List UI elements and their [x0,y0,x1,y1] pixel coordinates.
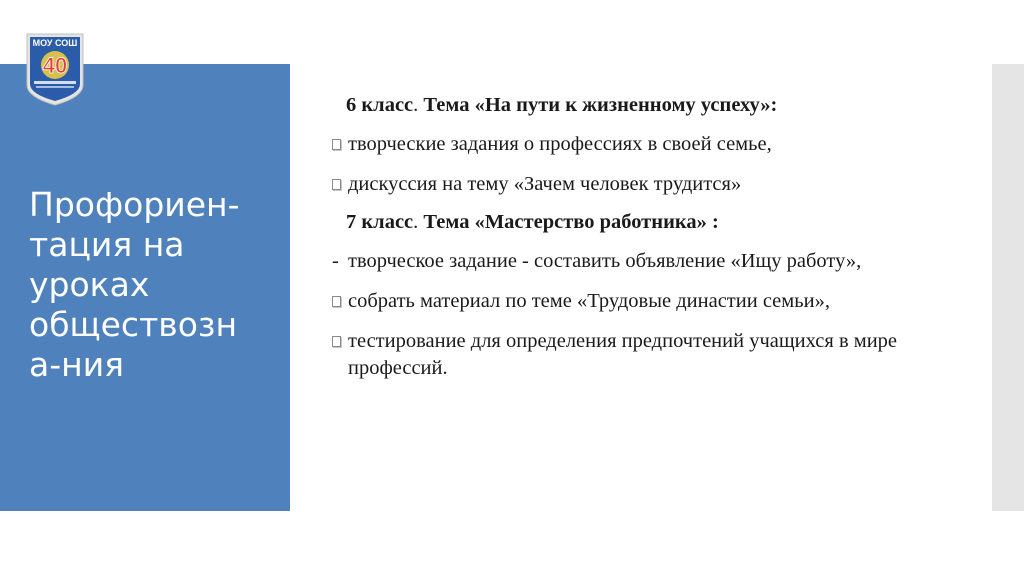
list-item [332,131,982,158]
list-item-text: творческое задание - составить объявление «Ищу работу», [348,250,862,272]
grade6-topic: Тема «На пути к жизненному успеху»: [418,94,778,116]
list-item [332,171,982,198]
grade7-heading [332,209,982,236]
list-item [332,328,982,382]
bullet-box-icon [332,171,348,198]
grade7-dot: . [413,211,419,233]
grade7-label: 7 класс [346,211,414,233]
bullet-box-icon [332,288,348,315]
bullet-box-icon [332,131,348,158]
bullet-box-icon [332,328,348,382]
list-item-text: тестирование для определения предпочтений учащихся в мире профессий. [348,330,898,379]
list-item [332,288,982,315]
list-item [332,248,982,275]
grade6-heading [332,92,982,119]
grade7-topic: Тема «Мастерство работника» : [418,211,719,233]
list-item-text: собрать материал по теме «Трудовые династии семьи», [348,290,830,312]
school-logo-icon [24,31,86,107]
list-item-text: дискуссия на тему «Зачем человек трудится» [348,173,742,195]
logo-number-text: 40 [42,53,68,78]
grade6-dot: . [413,94,419,116]
bullet-dash: - [332,250,339,272]
content-area [332,92,982,395]
slide-title: Профориен- тация на уроках обществозн а-ния [29,185,240,384]
right-edge-strip [992,64,1024,511]
grade6-label: 6 класс [346,94,414,116]
logo-school-text: МОУ СОШ [32,38,78,48]
list-item-text: творческие задания о профессиях в своей семье, [348,133,772,155]
